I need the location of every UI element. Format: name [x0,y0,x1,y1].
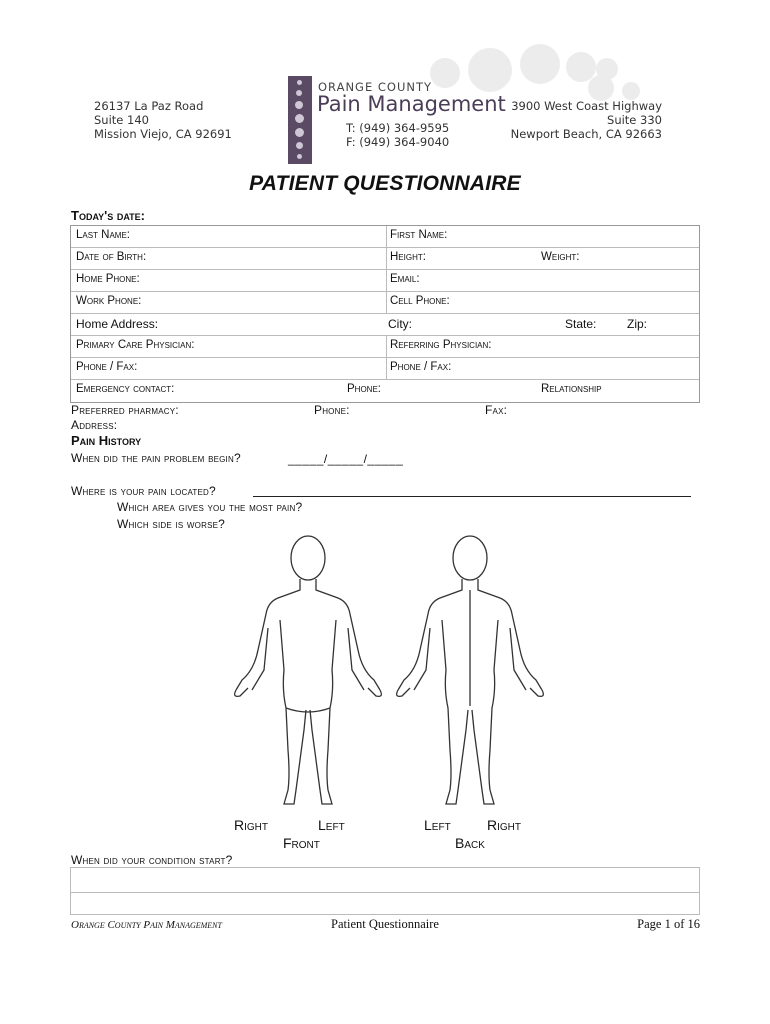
body-figure-back[interactable] [390,530,550,820]
decor-circle [520,44,560,84]
dob-field[interactable]: Date of Birth: [76,251,147,263]
email-field[interactable]: Email: [390,273,420,285]
front-left-label: Left [318,817,345,833]
body-figure-front[interactable] [228,530,388,820]
pharmacy-field[interactable]: Preferred pharmacy: [71,403,179,417]
front-right-label: Right [234,817,268,833]
decor-circle [468,48,512,92]
table-row [71,226,699,248]
pharmacy-address-field[interactable]: Address: [71,418,118,432]
pain-begin-date-field[interactable]: _____/_____/_____ [288,452,404,466]
table-row [71,292,699,314]
most-pain-question: Which area gives you the most pain? [117,500,303,514]
first-name-field[interactable]: First Name: [390,229,448,241]
table-row [71,358,699,380]
cell-phone-field[interactable]: Cell Phone: [390,295,450,307]
pain-location-question: Where is your pain located? [71,484,216,498]
left-address [94,99,232,141]
contact-numbers [346,121,449,149]
pain-location-field[interactable] [253,496,691,497]
patient-info-table [70,225,700,403]
address-line: 26137 La Paz Road [94,99,204,113]
last-name-field[interactable]: Last Name: [76,229,130,241]
pharmacy-fax-field[interactable]: Fax: [485,403,508,417]
decor-circle [588,75,614,101]
footer-doc-title: Patient Questionnaire [331,917,439,931]
home-phone-field[interactable]: Home Phone: [76,273,140,285]
address-line: Mission Viejo, CA 92691 [94,127,232,141]
fax-number: F: (949) 364-9040 [346,135,450,149]
condition-start-question: When did your condition start? [71,853,233,867]
table-row [71,336,699,358]
pain-begin-question: When did the pain problem begin? [71,451,241,465]
back-label: Back [455,835,485,851]
footer-org: Orange County Pain Management [71,919,222,931]
state-field[interactable]: State: [565,317,597,331]
work-phone-field[interactable]: Work Phone: [76,295,142,307]
home-address-field[interactable]: Home Address: [76,317,159,331]
weight-field[interactable]: Weight: [541,251,580,263]
right-address [511,99,662,141]
emergency-contact-field[interactable]: Emergency contact: [76,383,175,395]
address-line: 3900 West Coast Highway [511,99,662,113]
todays-date-label: Today's date: [71,208,145,223]
logo-text-big: Pain Management [317,92,506,116]
emergency-phone-field[interactable]: Phone: [347,383,381,395]
pharmacy-phone-field[interactable]: Phone: [314,403,350,417]
pcp-phone-fax-field[interactable]: Phone / Fax: [76,361,138,373]
table-row [71,270,699,292]
decor-circle [430,58,460,88]
back-left-label: Left [424,817,451,833]
phone-number: T: (949) 364-9595 [346,121,450,135]
back-right-label: Right [487,817,521,833]
table-row [71,314,699,336]
relationship-field[interactable]: Relationship [541,383,602,395]
city-field[interactable]: City: [388,317,412,331]
logo-mark [288,76,312,164]
decor-circle [622,82,640,100]
address-line: Suite 140 [94,113,149,127]
table-row [71,248,699,270]
zip-field[interactable]: Zip: [627,317,648,331]
address-line: Suite 330 [607,113,662,127]
height-field[interactable]: Height: [390,251,426,263]
pain-history-heading: Pain History [71,433,142,448]
pcp-field[interactable]: Primary Care Physician: [76,339,195,351]
page-title: PATIENT QUESTIONNAIRE [249,172,521,195]
address-line: Newport Beach, CA 92663 [510,127,662,141]
table-row [71,380,699,402]
logo-text-small: ORANGE COUNTY [318,80,433,94]
front-label: Front [283,835,320,851]
footer-page-number: Page 1 of 16 [637,917,700,931]
referring-physician-field[interactable]: Referring Physician: [390,339,492,351]
referring-phone-fax-field[interactable]: Phone / Fax: [390,361,452,373]
worse-side-question: Which side is worse? [117,517,226,531]
condition-start-answer-box[interactable] [70,867,700,915]
